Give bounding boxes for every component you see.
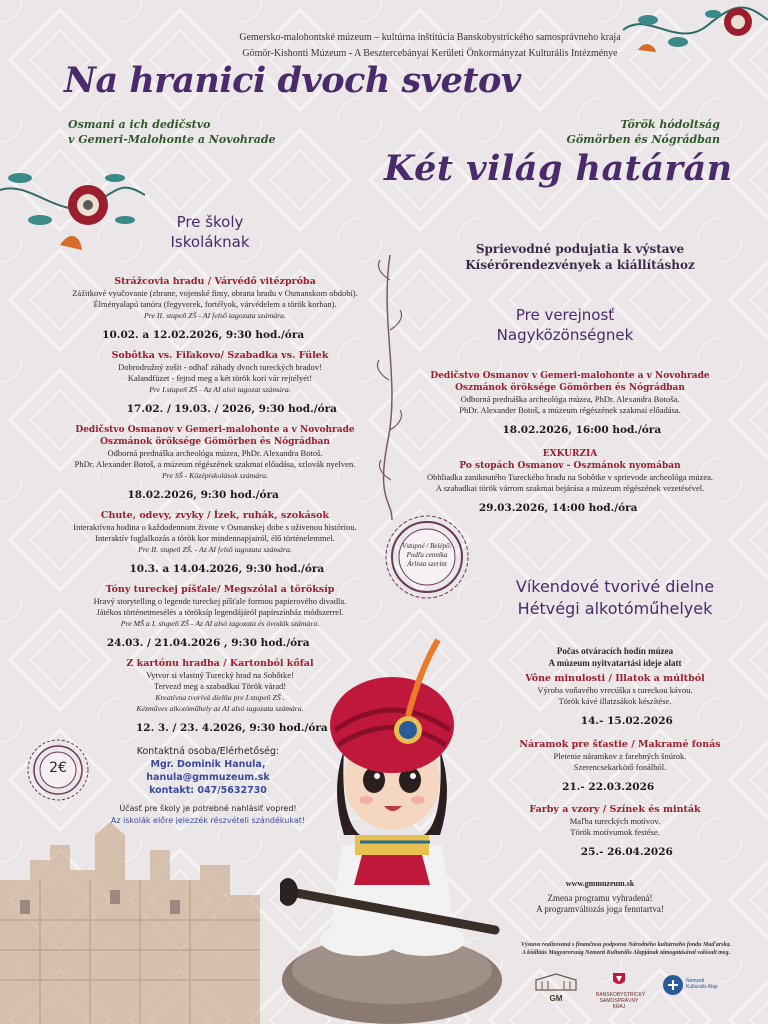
event-title: Strážcovia hradu / Várvédő vitézpróba: [114, 276, 316, 287]
side-events-heading-2: Kísérőrendezvények a kiállításhoz: [465, 258, 695, 272]
event-date-row: [50, 485, 380, 505]
event-note: Pre SŠ - Középiskolások számára.: [161, 471, 269, 480]
school-event-1: [40, 276, 390, 345]
workshop-event-1: [510, 673, 720, 731]
contact-label: Kontaktná osoba/Elérhetőség:: [136, 746, 280, 757]
workshops-hours-sk: Počas otváracích hodín múzea: [556, 646, 674, 656]
event-line: Maľba tureckých motívov.: [569, 816, 661, 826]
schools-heading-hu: Iskoláknak: [170, 233, 250, 251]
public-heading-sk: Pre verejnosť: [515, 306, 615, 324]
contact-email-link[interactable]: hanula@gmmuzeum.sk: [146, 772, 270, 783]
logo-gm-label: GM: [549, 994, 563, 1003]
event-line: Kalandfüzet - fejtsd meg a két török kori vár rejtélyét!: [127, 373, 313, 383]
logo-gm: [534, 972, 578, 1003]
entry-fee-badge: [384, 514, 470, 600]
museum-building-icon: [534, 972, 578, 992]
event-line: Hravý storytelling o legende tureckej píšťale formou papierového divadla.: [93, 596, 347, 606]
subtitle-sk-line2: v Gemeri-Malohonte a Novohrade: [68, 133, 276, 146]
school-event-3: [50, 424, 380, 505]
event-date: 14.- 15.02.2026: [580, 715, 673, 727]
event-title: EXKURZIA: [542, 449, 598, 459]
title-sk: Na hranici dvoch svetov: [64, 60, 521, 101]
workshops-heading-hu: Hétvégi alkotóműhelyek: [517, 599, 713, 618]
crescent-moon-icon: [112, 718, 132, 738]
event-title: Tóny tureckej píšťale/ Megszólal a töröksíp: [105, 584, 335, 595]
public-event-1: [410, 370, 730, 440]
event-title: Chute, odevy, zvyky / Ízek, ruhák, szokások: [100, 510, 330, 521]
event-line: Odborná prednáška archeológa múzea, PhDr. Alexandra Botoš.: [107, 448, 323, 458]
logo-nka-label: Nemzeti Kulturális Alap: [686, 978, 718, 990]
event-date: 21.- 22.03.2026: [562, 781, 655, 793]
event-title: Oszmánok öröksége Gömörben és Nógrádban: [100, 437, 330, 447]
contact-name: Mgr. Dominik Hanula,: [150, 759, 266, 770]
contact-phone: kontakt: 047/5632730: [149, 785, 267, 796]
contact-note-hu: Az iskolák előre jelezzék részvételi szándékukat!: [110, 816, 306, 825]
public-heading: [480, 305, 650, 345]
support-line2: A kiállítás Magyarország Nemzeti Kulturális Alapjának támogatásával valósult meg.: [522, 950, 730, 956]
event-line: Játékos történetmesélés a töröksíp legendájáról papírszínház módszerrel.: [96, 607, 344, 617]
public-heading-hu: Nagyközönségnek: [496, 326, 634, 344]
event-title: Dedičstvo Osmanov v Gemeri-malohonte a v Novohrade: [75, 425, 355, 435]
event-date: 18.02.2026, 16:00 hod./óra: [502, 424, 662, 436]
event-line: Pletenie náramkov z farebných šnúrok.: [553, 751, 687, 761]
turban-girl-illustration: [280, 630, 505, 1024]
subtitle-sk-line1: Osmani a ich dedičstvo: [68, 118, 211, 131]
schools-heading: [140, 212, 280, 252]
crescent-moon-icon: [658, 777, 678, 797]
nka-circle-icon: [662, 974, 684, 996]
program-change-hu: A programváltozás joga fenntartva!: [536, 904, 664, 914]
crescent-moon-icon: [103, 399, 123, 419]
entry-fee-line1: Vstupné / Belépő:: [402, 542, 452, 550]
subtitle-hu-line2: Gömörben és Nógrádban: [566, 133, 720, 146]
event-date-row: [520, 842, 710, 862]
contact-block: [108, 745, 308, 827]
event-note: Pre II. stupeň ZŠ. - Az AI felső tagozata számára.: [138, 545, 292, 554]
event-line: Dobrodružný zošit - odhaľ záhady dvoch tureckých hradov!: [118, 362, 322, 372]
crescent-moon-icon: [641, 498, 661, 518]
event-line: Výroba voňavého vrecúška s tureckou kávou.: [537, 685, 693, 695]
workshop-event-2: [510, 739, 730, 797]
logo-bbsk-label: BANSKOBYSTRICKÝ SAMOSPRÁVNY KRAJ: [596, 992, 646, 1010]
support-line1: Výstava realizovaná s finančnou podporou Národného kultúrneho fondu Maďarska.: [520, 942, 732, 948]
website-link[interactable]: www.gmmuzeum.sk: [565, 879, 635, 888]
crescent-moon-icon: [479, 420, 499, 440]
crescent-moon-icon: [557, 842, 577, 862]
subtitle-hu-line1: Török hódoltság: [620, 118, 720, 131]
entry-fee-text: [394, 542, 460, 569]
price-badge: [26, 738, 90, 802]
school-event-4: [50, 510, 380, 579]
crescent-moon-icon: [106, 559, 126, 579]
institution-lines: [150, 30, 710, 62]
event-line: PhDr. Alexander Botoš, a múzeum régészének szakmai előadása.: [459, 405, 681, 415]
event-title: Z kartónu hradba / Kartonból kőfal: [126, 658, 314, 669]
workshops-heading: [490, 576, 740, 620]
event-note: Kézműves alkotóműhely az AI alsó tagozata számára.: [136, 704, 304, 713]
event-title: Oszmánok öröksége Gömörben és Nógrádban: [455, 383, 685, 393]
event-note: Pre II. stupeň ZŠ - AI felső tagozata számára.: [143, 311, 287, 320]
event-line: Interaktív foglalkozás a török kor mindennapjairól, élő történelemmel.: [95, 533, 335, 543]
school-event-2: [80, 350, 360, 419]
entry-fee-line2: Podľa cenníka: [406, 551, 448, 559]
event-date: 10.02. a 12.02.2026, 9:30 hod./óra: [102, 329, 305, 341]
event-date-row: [510, 777, 730, 797]
logo-bbsk: [596, 972, 646, 1010]
subtitle-sk: [68, 117, 276, 147]
event-date: 12. 3. / 23. 4.2026, 9:30 hod./óra: [135, 722, 328, 734]
event-date-row: [40, 325, 390, 345]
coat-of-arms-icon: [596, 972, 642, 988]
event-date: 24.03. / 21.04.2026 , 9:30 hod./óra: [106, 637, 310, 649]
crescent-moon-icon: [282, 485, 302, 505]
event-line: Szerencsekarkötő fonálból.: [573, 762, 667, 772]
program-change-sk: Zmena programu vyhradená!: [547, 893, 653, 903]
event-title: Dedičstvo Osmanov v Gemeri-malohonte a v Novohrade: [430, 371, 710, 381]
schools-heading-sk: Pre školy: [176, 213, 244, 231]
event-line: Zážitkové vyučovanie (zbrane, vojenské finty, obrana hradu v Osmanskom období).: [72, 288, 358, 298]
program-change-note: [510, 893, 690, 915]
crescent-moon-icon: [557, 711, 577, 731]
event-date: 29.03.2026, 14:00 hod./óra: [478, 502, 638, 514]
event-title: Vône minulosti / Illatok a múltból: [525, 673, 705, 684]
event-title: Farby a vzory / Színek és minták: [529, 804, 701, 815]
event-line: Török motívumok festése.: [570, 827, 660, 837]
workshops-hours: [500, 645, 730, 669]
price-value: 2€: [49, 760, 67, 776]
institution-sk: Gemersko-malohontské múzeum – kultúrna inštitúcia Banskobystrického samosprávneho kraja: [239, 32, 621, 43]
event-date-row: [510, 711, 720, 731]
event-date: 25.- 26.04.2026: [580, 846, 673, 858]
event-date: 18.02.2026, 9:30 hod./óra: [127, 489, 279, 501]
event-note: Pre I.stupeň ZŠ - Az AI alsó tagozat számára.: [149, 385, 291, 394]
institution-hu: Gömör-Kishonti Múzeum - A Besztercebányai Kerületi Önkormányzat Kulturális Intézménye: [242, 48, 618, 59]
event-date-row: [410, 420, 730, 440]
contact-note-sk: Účasť pre školy je potrebné nahlásiť vopred!: [119, 804, 297, 813]
event-line: Obhliadka zaniknutého Tureckého hradu na Sobôtke v sprievode archeológa múzea.: [426, 472, 714, 482]
event-line: A szabadkai török várrom szakmai bejárása a múzeum régészének vezetésével.: [435, 483, 705, 493]
event-note: Kreatívna tvorivá dielňa pre I.stupeň ZŠ .: [155, 693, 285, 702]
support-note: [486, 941, 766, 957]
event-date: 17.02. / 19.03. / 2026, 9:30 hod./óra: [126, 403, 337, 415]
workshops-hours-hu: A múzeum nyitvatartási ideje alatt: [548, 658, 682, 668]
subtitle-hu: [560, 117, 720, 147]
floral-ornament-left: [0, 150, 145, 260]
event-date: 10.3. a 14.04.2026, 9:30 hod./óra: [129, 563, 325, 575]
event-title: Náramok pre šťastie / Makramé fonás: [519, 739, 721, 750]
side-events-heading-1: Sprievodné podujatia k výstave: [475, 242, 685, 256]
event-line: PhDr. Alexander Botoš, a múzeum régészének szakmai előadása, szlovák nyelven.: [74, 459, 356, 469]
side-events-heading: [440, 241, 720, 273]
event-date-row: [50, 559, 380, 579]
event-title: Sobôtka vs. Fiľakovo/ Szabadka vs. Fülek: [111, 350, 329, 361]
event-line: Élményalapú tanóra (fegyverek, fortélyok, várvédelem a török korban).: [93, 299, 337, 309]
event-line: Tervezd meg a szabadkai Török várad!: [153, 681, 287, 691]
event-note: Pre MŠ a I. stupeň ZŠ - Az AI alsó tagozata és óvodák számára.: [120, 619, 320, 628]
logo-nka: [662, 972, 718, 1002]
event-date-row: [80, 399, 360, 419]
event-line: Vytvor si vlastný Turecký hrad na Sobôtke!: [146, 670, 294, 680]
crescent-moon-icon: [308, 325, 328, 345]
event-title: Po stopách Osmanov - Oszmánok nyomában: [459, 461, 681, 471]
entry-fee-line3: Árlista szerint: [407, 560, 447, 568]
public-event-2: [410, 448, 730, 518]
event-line: Odborná prednáška archeológa múzea, PhDr. Alexandra Botoša.: [460, 394, 680, 404]
workshops-heading-sk: Víkendové tvorivé dielne: [515, 577, 715, 596]
title-hu: Két világ határán: [384, 148, 733, 189]
workshop-event-3: [520, 804, 710, 862]
event-line: Török kávé illatzsákok készítése.: [558, 696, 672, 706]
event-line: Interaktívna hodina o každodennom živote v Osmanskej dobe s oživenou históriou.: [73, 522, 357, 532]
